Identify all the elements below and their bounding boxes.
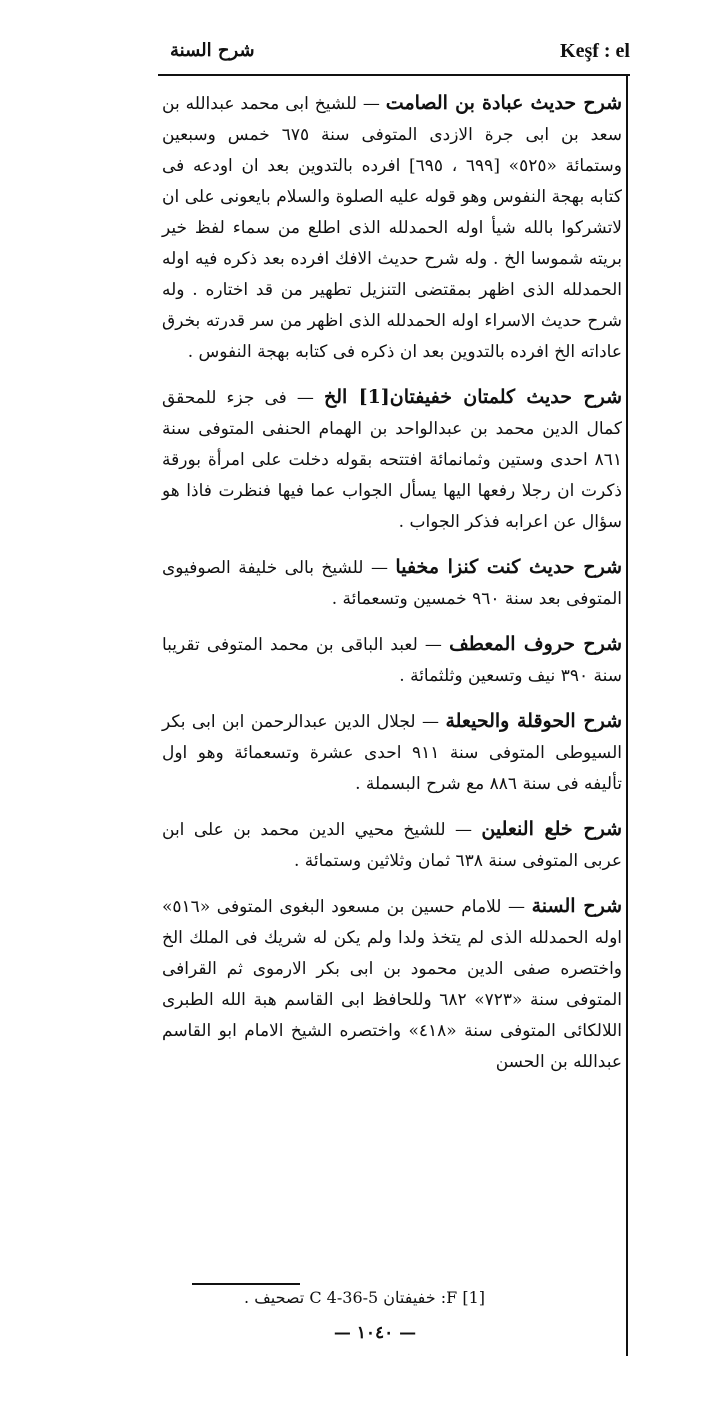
entry-title: شرح خلع النعلين — [481, 818, 622, 840]
entry — [162, 814, 622, 877]
entry-title: شرح حديث كلمتان خفيفتان[1] الخ — [323, 386, 622, 408]
page-body — [162, 88, 622, 1092]
footnote-rule — [192, 1283, 300, 1285]
footnote: [1] F: خفيفتان C 4-36-5 تصحيف . — [244, 1288, 485, 1307]
entry — [162, 706, 622, 800]
entry-text: — للامام حسين بن مسعود البغوى المتوفى «٥١٦» اوله الحمدلله الذى لم يتخذ ولدا ولم يكن له شريك فى الملك الخ واختصره صفى الدين محمود بن ابى بكر الارموى ثم القرافى المتوفى سنة «٧٢٣» ٦٨٢ وللحافظ ابى القاسم هبة الله الطبرى اللالكائى المتوفى سنة «٤١٨» واختصره الشيخ الامام ابو القاسم عبدالله بن الحسن — [162, 897, 622, 1072]
entry — [162, 552, 622, 615]
entry — [162, 891, 622, 1078]
entry-title: شرح حديث عبادة بن الصامت — [385, 92, 622, 114]
entry-text: — لعبد الباقى بن محمد المتوفى تقريبا سنة ٣٩٠ نيف وتسعين وثلثمائة . — [162, 635, 622, 686]
page-number: — ١٠٤٠ — — [333, 1323, 417, 1343]
entry — [162, 382, 622, 538]
entry — [162, 629, 622, 692]
entry-text: — للشيخ ابى محمد عبدالله بن سعد بن ابى جرة الازدى المتوفى سنة ٦٧٥ خمس وسبعين وستمائة «٥٢٥» [٦٩٩ ، ٦٩٥] افرده بالتدوين بعد ان اودعه فى كتابه بهجة النفوس وهو قوله عليه الصلوة والسلام بايعونى على ان لاتشركوا بالله شيأ اوله الحمدلله الذى اطلع من سماء لفظ خير بريته شموسا الخ . وله شرح حديث الافك افرده بعد ذكره فيه اوله الحمدلله الذى اظهر بمقتضى التنزيل تطهير من قد اختاره . وله شرح حديث الاسراء اوله الحمدلله الذى اظهر من سر قدرته بخرق عاداته الخ افرده بالتدوين بعد ان ذكره فى كتابه بهجة النفوس . — [162, 94, 622, 362]
entry-text: — للشيخ محيي الدين محمد بن على ابن عربى المتوفى سنة ٦٣٨ ثمان وثلاثين وستمائة . — [162, 820, 622, 871]
header-latin: Keşf : el — [560, 40, 630, 62]
margin-rule — [626, 76, 628, 1356]
entry-title: شرح الحوقلة والحيعلة — [445, 710, 622, 732]
running-header — [160, 36, 630, 70]
entry-text: — للشيخ بالى خليفة الصوفيوى المتوفى بعد سنة ٩٦٠ خمسين وتسعمائة . — [162, 558, 622, 609]
entry-title: شرح السنة — [531, 895, 622, 917]
entry-title: شرح حروف المعطف — [449, 633, 622, 655]
header-arabic: شرح السنة — [170, 40, 255, 61]
entry-title: شرح حديث كنت كنزا مخفيا — [395, 556, 623, 578]
header-rule — [158, 74, 630, 76]
entry — [162, 88, 622, 368]
entry-text: — لجلال الدين عبدالرحمن ابن ابى بكر السيوطى المتوفى سنة ٩١١ احدى عشرة وتسعمائة وهو اول تأليفه فى سنة ٨٨٦ مع شرح البسملة . — [162, 712, 622, 794]
entry-text: — فى جزء للمحقق كمال الدين محمد بن عبدالواحد بن الهمام الحنفى المتوفى سنة ٨٦١ احدى وستين وثمانمائة افتتحه بقوله دخلت على امرأة بورقة ذكرت ان رجلا رفعها اليها يسأل الجواب عما فيها فنظرت فاذا هو سؤال عن اعرابه فذكر الجواب . — [162, 388, 622, 532]
